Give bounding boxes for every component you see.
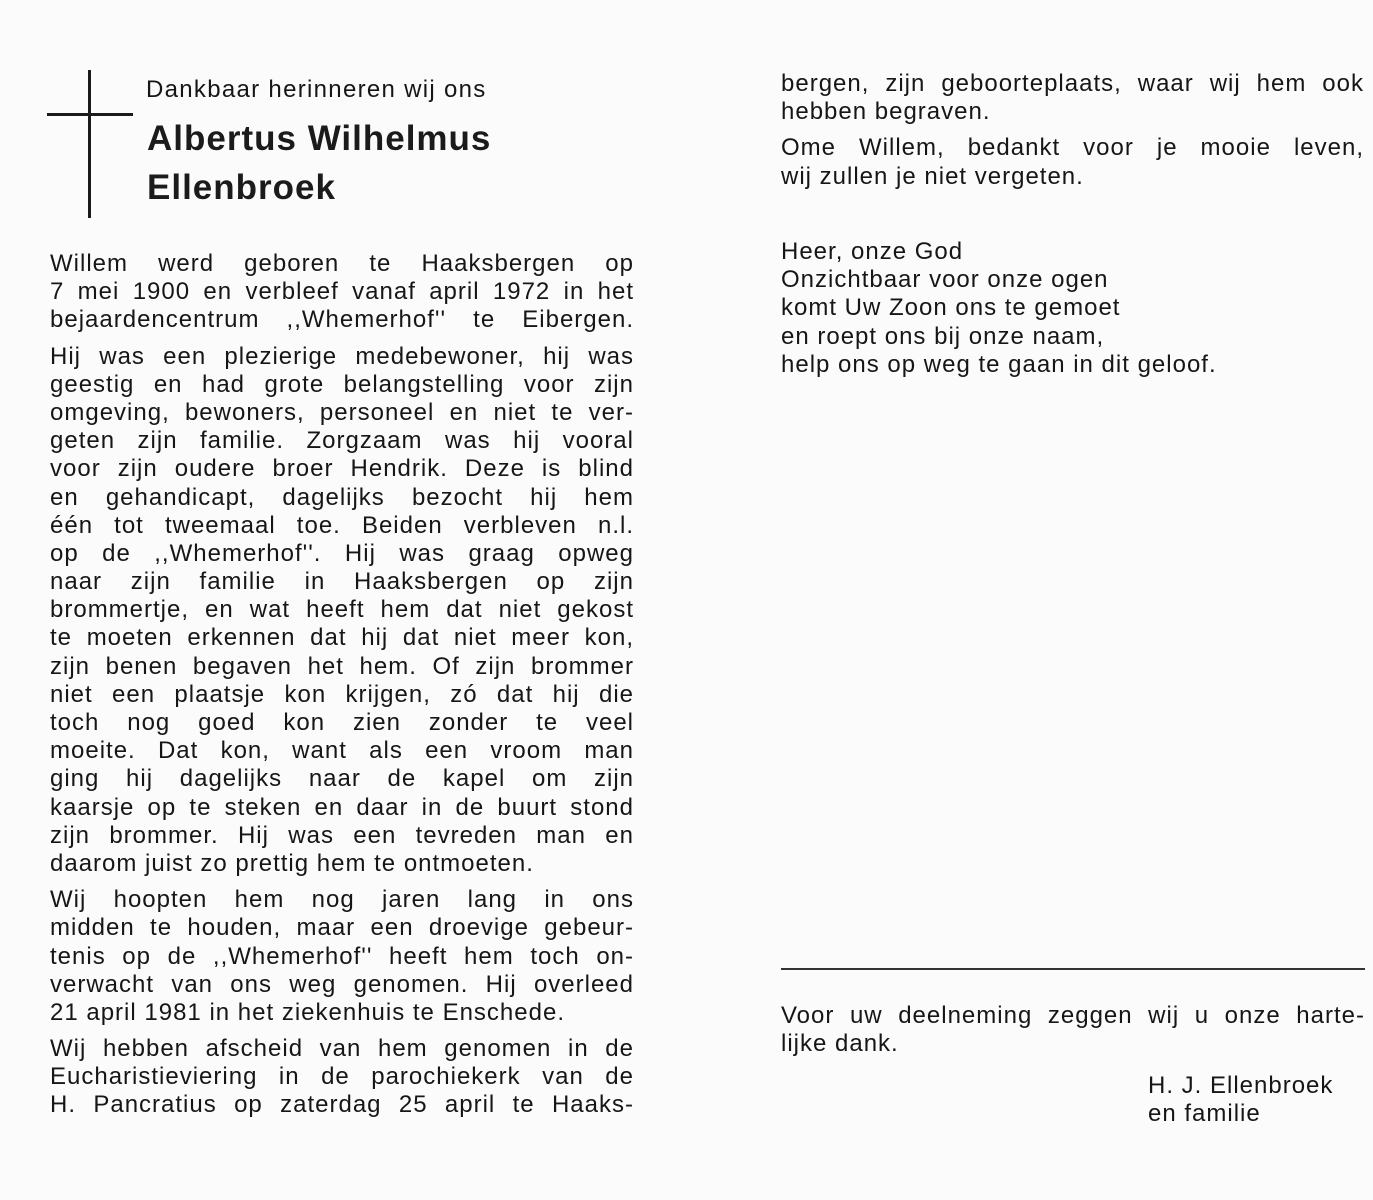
text-line: ging hij dagelijks naar de kapel om zijn <box>50 765 634 793</box>
text-line: wij zullen je niet vergeten. <box>781 162 1084 190</box>
biography-paragraph <box>50 886 634 1027</box>
biography-paragraph <box>50 343 634 879</box>
prayer-line: help ons op weg te gaan in dit geloof. <box>781 350 1217 378</box>
biography-paragraph <box>50 1035 634 1120</box>
text-line: kaarsje op te steken en daar in de buurt stond <box>50 793 634 821</box>
continuation-column <box>781 70 1364 199</box>
text-line: Eucharistieviering in de parochiekerk van de <box>50 1063 634 1091</box>
text-line: Wij hoopten hem nog jaren lang in ons <box>50 886 634 914</box>
text-line: op de ,,Whemerhof''. Hij was graag opweg <box>50 539 634 567</box>
divider <box>781 968 1365 970</box>
text-line: H. Pancratius op zaterdag 25 april te Haaks- <box>50 1091 634 1119</box>
deceased-name-last: Ellenbroek <box>147 168 336 207</box>
signature <box>1148 1072 1333 1128</box>
cross-icon-bar <box>47 113 133 116</box>
prayer-line: Onzichtbaar voor onze ogen <box>781 266 1109 294</box>
text-line: Voor uw deelneming zeggen wij u onze harte- <box>781 1002 1365 1029</box>
text-line: Willem werd geboren te Haaksbergen op <box>50 250 634 277</box>
prayer-line: komt Uw Zoon ons te gemoet <box>781 294 1121 322</box>
continuation-paragraph <box>781 70 1364 126</box>
text-line: zijn brommer. Hij was een tevreden man en <box>50 821 634 849</box>
text-line: zijn benen begaven het hem. Of zijn brommer <box>50 652 634 680</box>
text-line: niet een plaatsje kon krijgen, zó dat hij die <box>50 680 634 708</box>
text-line: bejaardencentrum ,,Whemerhof'' te Eibergen. <box>50 306 634 334</box>
deceased-name-first: Albertus Wilhelmus <box>147 119 492 158</box>
intro-text: Dankbaar herinneren wij ons <box>146 76 487 103</box>
text-line: omgeving, bewoners, personeel en niet te ver- <box>50 398 634 426</box>
signature-line: H. J. Ellenbroek <box>1148 1072 1334 1099</box>
text-line: 21 april 1981 in het ziekenhuis te Enschede. <box>50 998 565 1026</box>
text-line: verwacht van ons weg genomen. Hij overleed <box>50 970 634 998</box>
text-line: voor zijn oudere broer Hendrik. Deze is blind <box>50 455 634 483</box>
text-line: hebben begraven. <box>781 98 991 126</box>
prayer-line: Heer, onze God <box>781 238 964 265</box>
text-line: te moeten erkennen dat hij dat niet meer kon, <box>50 624 634 652</box>
text-line: 7 mei 1900 en verbleef vanaf april 1972 in het <box>50 278 634 306</box>
thanks-text <box>781 1002 1365 1058</box>
text-line: één tot tweemaal toe. Beiden verbleven n.l. <box>50 511 634 539</box>
text-line: bergen, zijn geboorteplaats, waar wij hem ook <box>781 70 1364 97</box>
text-line: tenis op de ,,Whemerhof'' heeft hem toch on- <box>50 942 634 970</box>
prayer-line: en roept ons bij onze naam, <box>781 322 1105 350</box>
text-line: brommertje, en wat heeft hem dat niet gekost <box>50 596 634 624</box>
text-line: en gehandicapt, dagelijks bezocht hij hem <box>50 483 634 511</box>
text-line: toch nog goed kon zien zonder te veel <box>50 709 634 736</box>
text-line: moeite. Dat kon, want als een vroom man <box>50 737 634 765</box>
text-line: geestig en had grote belangstelling voor zijn <box>50 370 634 398</box>
text-line: midden te houden, maar een droevige gebeur- <box>50 914 634 942</box>
cross-icon <box>88 70 91 218</box>
text-line: Ome Willem, bedankt voor je mooie leven, <box>781 134 1364 162</box>
text-line: Hij was een plezierige medebewoner, hij was <box>50 342 634 370</box>
text-line: naar zijn familie in Haaksbergen op zijn <box>50 568 634 596</box>
text-line: lijke dank. <box>781 1030 899 1058</box>
biography-paragraph <box>50 250 634 335</box>
text-line: geten zijn familie. Zorgzaam was hij vooral <box>50 427 634 455</box>
signature-line: en familie <box>1148 1100 1261 1128</box>
text-line: Wij hebben afscheid van hem genomen in de <box>50 1035 634 1063</box>
farewell-paragraph <box>781 134 1364 190</box>
prayer-verse <box>781 238 1217 379</box>
text-line: daarom juist zo prettig hem te ontmoeten. <box>50 849 534 877</box>
biography-column <box>50 250 634 1128</box>
